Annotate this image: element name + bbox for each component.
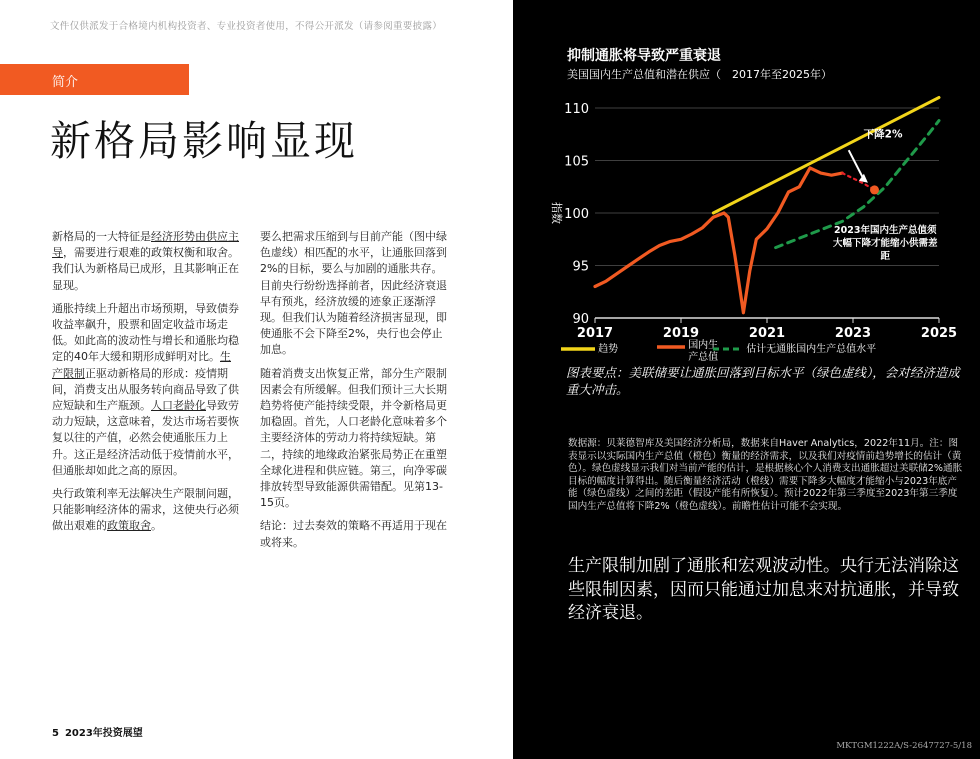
legend-gdp — [657, 340, 718, 364]
text: 央行政策利率无法解决生产限制问题，只能影响经济体的需求，这使央行必须做出艰难的 — [52, 487, 239, 533]
legend-label: 趋势 — [598, 344, 619, 355]
legend-label-line: 国内生 — [688, 340, 719, 351]
y-axis-label: 指数 — [550, 202, 563, 224]
text: 。 — [151, 519, 162, 533]
paragraph — [52, 301, 240, 479]
pull-quote: 生产限制加剧了通胀和宏观波动性。央行无法消除这些限制因素，因而只能通过加息来对抗通胀，并导致经济衰退。 — [568, 556, 959, 623]
document-code: MKTGM1222A/S-2647727-5/18 — [836, 741, 972, 751]
chart-title: 抑制通胀将导致严重衰退 — [567, 48, 721, 64]
chart-subtitle: 美国国内生产总值和潜在供应（ 2017年至2025年） — [567, 68, 832, 81]
paragraph — [52, 229, 240, 294]
paragraph: 结论：过去奏效的策略不再适用于现在或将来。 — [260, 519, 447, 549]
disclaimer: 文件仅供派发于合格境内机构投资者、专业投资者使用，不得公开派发（请参阅重要披露） — [50, 21, 443, 32]
x-tick-label: 2023 — [834, 326, 872, 340]
annotation-arrow — [849, 150, 864, 180]
legend-label: 估计无通胀国内生产总值水平 — [746, 344, 877, 355]
chart-key-takeaway: 图表要点：美联储要让通胀回落到目标水平（绿色虚线），会对经济造成重大冲击。 — [566, 365, 960, 397]
text: 导致劳动力短缺，这意味着，发达市场若要恢复以往的产值，必然会使通胀压力上升。这正是经济活动低于疫情前水平，但通胀却如此之高的原因。 — [52, 399, 239, 477]
x-tick-label: 2025 — [920, 326, 958, 340]
x-tick-label: 2017 — [576, 326, 614, 340]
projection-end-marker — [870, 185, 879, 194]
legend-supply-swatch — [713, 345, 743, 353]
annotation-drop-label: 下降2% — [863, 128, 903, 141]
text: 正驱动新格局的形成：疫情期间，消费支出从服务转向商品导致了供应短缺和生产瓶颈。 — [52, 366, 239, 413]
line-chart — [531, 88, 961, 340]
link-aging-population[interactable]: 人口老龄化 — [151, 399, 206, 413]
section-label: 简介 — [0, 64, 189, 95]
x-tick-label: 2019 — [662, 326, 700, 340]
page-footer — [52, 724, 143, 739]
x-tick-label: 2021 — [748, 326, 786, 340]
link-supply-driven[interactable]: 经济形势由供应主导 — [52, 230, 239, 260]
legend-supply — [713, 340, 876, 355]
series-gdp-line — [595, 168, 842, 313]
y-tick-label: 105 — [564, 154, 589, 170]
link-production-constraints[interactable]: 生产限制 — [52, 350, 231, 380]
annotation-note-line: 2023年国内生产总值须 — [834, 224, 937, 236]
annotation-note-line: 距 — [880, 250, 891, 262]
source-note: 数据源：贝莱德智库及美国经济分析局，数据来自Haver Analytics，2022年11月。注：图表显示以实际国内生产总值（橙色）衡量的经济需求，以及我们对疫情前趋势增长的估计（黄色）。绿色虚线显示我们对当前产能的估计，是根据核心个人消费支出通胀超过美联储2%通胀目标的幅度计算得出。随后衡量经济活动（橙线）需要下降多大幅度才能缩小与2023年底产能（绿色虚线）之间的差距（假设产能有所恢复）。预计2022年第三季度至2023年第三季度国内生产总值将下降2%（橙色虚线）。前瞻性估计可能不会实现。 — [568, 438, 963, 512]
legend-gdp-swatch — [657, 343, 685, 351]
y-tick-label: 90 — [572, 312, 589, 327]
y-tick-label: 95 — [572, 259, 589, 275]
text: 新格局的一大特征是 — [52, 230, 151, 243]
series-trend-line — [713, 98, 939, 214]
text: ，需要进行艰难的政策权衡和取舍。我们认为新格局已成形，且其影响正在显现。 — [52, 246, 239, 292]
page-number: 5 — [52, 728, 59, 739]
legend-trend-swatch — [561, 345, 595, 353]
page-title: 新格局影响显现 — [50, 117, 358, 165]
right-page — [513, 0, 980, 759]
paragraph: 要么把需求压缩到与目前产能（图中绿色虚线）相匹配的水平，让通胀回落到2%的目标，要么与加剧的通胀共存。目前央行纷纷选择前者，因此经济衰退早有预兆，经济放缓的迹象正逐渐浮现。但我们认为随着经济损害显现，即使通胀不会下降至2%，央行也会停止加息。 — [260, 230, 447, 357]
annotation-note-line: 大幅下降才能缩小供需差 — [832, 237, 938, 249]
text-column-2 — [260, 229, 448, 558]
text: 通胀持续上升超出市场预期，导致债券收益率飙升，股票和固定收益市场走低。如此高的波动性与增长和通胀均稳定的40年大缓和期形成鲜明对比。 — [52, 301, 239, 364]
legend-trend — [561, 340, 618, 355]
series-projection-line — [842, 173, 874, 190]
text-column-1 — [52, 229, 240, 542]
paragraph — [52, 486, 240, 535]
legend-label-line: 产总值 — [688, 352, 719, 363]
y-tick-label: 100 — [564, 207, 589, 222]
y-tick-label: 110 — [564, 102, 589, 117]
publication-title: 2023年投资展望 — [64, 728, 143, 739]
link-policy-tradeoffs[interactable]: 政策取舍 — [107, 519, 151, 533]
paragraph: 随着消费支出恢复正常，部分生产限制因素会有所缓解。但我们预计三大长期趋势将使产能持续受限，并令新格局更加稳固。首先，人口老龄化意味着多个主要经济体的劳动力将持续短缺。第二，持续的地缘政治紧张局势正在重塑全球化进程和供应链。第三，向净零碳排放转型导致能源供需错配。见第13-15页。 — [260, 366, 447, 510]
chart-legend — [561, 340, 971, 364]
